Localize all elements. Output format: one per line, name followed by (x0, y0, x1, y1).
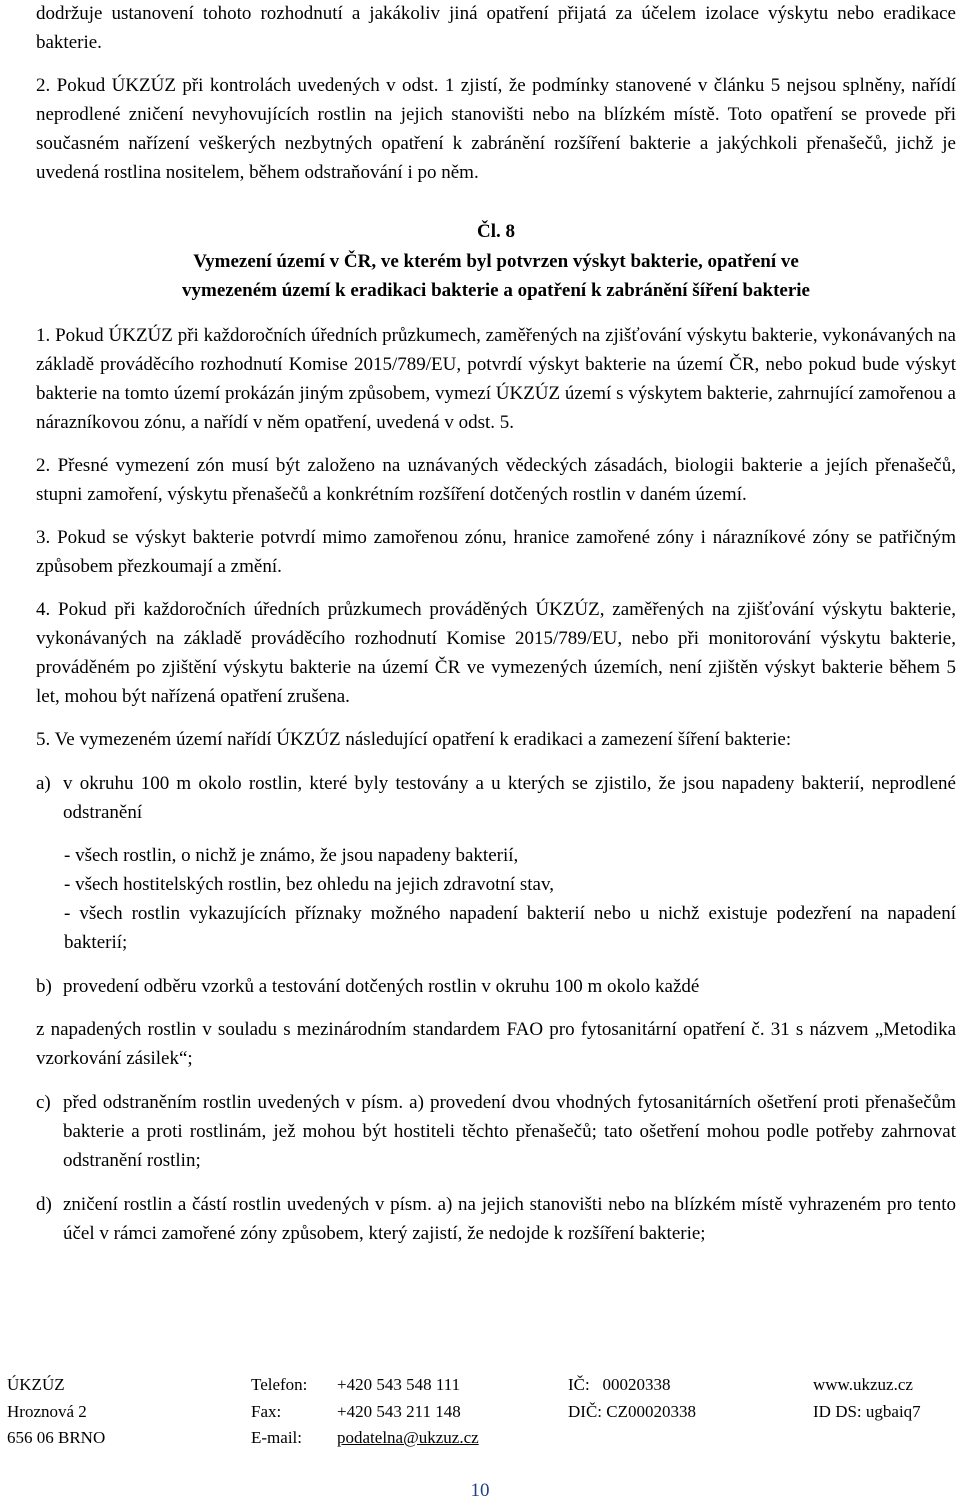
footer-web-link[interactable]: www.ukzuz.cz (813, 1375, 913, 1394)
paragraph-4: 4. Pokud při každoročních úředních průzkumech prováděných ÚKZÚZ, zaměřených na zjišťování výskytu bakterie, vykonávaných na základě prováděcího rozhodnutí Komise 2015/789/EU, nebo při monitorování výskytu bakterie, prováděném po zjištění výskytu bakterie na území ČR ve vymezených územích, není zjištěn výskyt bakterie během 5 let, mohou být nařízená opatření zrušena. (36, 598, 956, 707)
footer-email-label: E-mail: (251, 1428, 302, 1447)
intro-text: dodržuje ustanovení tohoto rozhodnutí a jakákoliv jiná opatření přijatá za účelem izolace výskytu nebo eradikace bakterie. (36, 3, 956, 53)
footer-email-link[interactable]: podatelna@ukzuz.cz (337, 1428, 479, 1447)
footer-city: 656 06 BRNO (7, 1428, 106, 1447)
list-item-a (36, 769, 956, 827)
list-item-d-text: zničení rostlin a částí rostlin uvedených v písm. a) na jejich stanovišti nebo na blízkém místě vyhrazeném pro tento účel v rámci zamořené zóny způsobem, který zajistí, že nedojde k rozšíření bakterie; (63, 1193, 956, 1244)
dash-item (64, 870, 956, 899)
dash-item (64, 841, 956, 870)
dash-item-text: - všech rostlin, o nichž je známo, že jsou napadeny bakterií, (64, 844, 519, 866)
page-number: 10 (470, 1480, 490, 1501)
dash-item-text: - všech rostlin vykazujících příznaky možného napadení bakterií nebo u nichž existuje podezření na napadení bakterií; (64, 902, 956, 953)
footer-phone-label: Telefon: (251, 1375, 308, 1394)
footer-phone: +420 543 548 111 (337, 1375, 461, 1394)
footer-org: ÚKZÚZ (7, 1375, 65, 1394)
footer-fax-label: Fax: (251, 1401, 282, 1421)
list-item-b-text: provedení odběru vzorků a testování dotčených rostlin v okruhu 100 m okolo každé (63, 975, 700, 997)
intro-paragraph-2: 2. Pokud ÚKZÚZ při kontrolách uvedených v odst. 1 zjistí, že podmínky stanovené v článku 5 nejsou splněny, nařídí neprodlené zničení nevyhovujících rostlin na jejich stanovišti nebo na blízkém místě. Toto opatření se provede při současném nařízení veškerých nezbytných opatření k zabránění rozšíření bakterie a jakýchkoli přenašečů, jichž je uvedená rostlina nositelem, během odstraňování i po něm. (36, 75, 956, 183)
paragraph-3: 3. Pokud se výskyt bakterie potvrdí mimo zamořenou zónu, hranice zamořené zóny i nárazníkové zóny se patřičným způsobem přezkoumají a změní. (36, 526, 956, 577)
footer-dic: DIČ: CZ00020338 (568, 1401, 696, 1421)
dash-item-text: - všech hostitelských rostlin, bez ohledu na jejich zdravotní stav, (64, 873, 555, 895)
dash-item (64, 899, 956, 957)
footer-contact-labels (251, 1372, 307, 1452)
list-item-c (36, 1088, 956, 1175)
footer-ic: IČ: 00020338 (568, 1375, 671, 1394)
footer-street: Hroznová 2 (7, 1401, 87, 1421)
list-item-a-mark: a) (36, 772, 51, 794)
list-item-d (36, 1190, 956, 1248)
footer-address (7, 1372, 105, 1452)
article-number: Čl. 8 (477, 221, 515, 242)
footer-fax: +420 543 211 148 (337, 1401, 461, 1421)
dash-list (36, 841, 956, 957)
list-item-b-mark: b) (36, 975, 52, 997)
paragraph-1: 1. Pokud ÚKZÚZ při každoročních úředních průzkumech, zaměřených na zjišťování výskytu bakterie, vykonávaných na základě prováděcího rozhodnutí Komise 2015/789/EU, potvrdí výskyt bakterie na území ČR, nebo pokud bude výskyt bakterie na tomto území prokázán jiným způsobem, vymezí ÚKZÚZ území s výskytem bakterie, zahrnující zamořenou a nárazníkovou zónu, a nařídí v něm opatření, uvedená v odst. 5. (36, 324, 956, 433)
article-heading (36, 217, 956, 306)
list-item-c-text: před odstraněním rostlin uvedených v písm. a) provedení dvou vhodných fytosanitárních ošetření proti přenašečům bakterie a proti rostlinám, jež mohou být hostiteli těchto přenašečů; tato ošetření mohou podle potřeby zahrnovat odstranění rostlin; (63, 1091, 956, 1171)
list-item-a-text: v okruhu 100 m okolo rostlin, které byly testovány a u kterých se zjistilo, že jsou napadeny bakterií, neprodlené odstranění (63, 772, 956, 823)
article-title-line-1: Vymezení území v ČR, ve kterém byl potvrzen výskyt bakterie, opatření ve (193, 250, 799, 272)
footer-data-box: ID DS: ugbaiq7 (813, 1401, 921, 1421)
document-body (36, 0, 956, 1248)
article-title-line-2: vymezeném území k eradikaci bakterie a opatření k zabránění šíření bakterie (182, 280, 810, 301)
list-item-b (36, 972, 956, 1001)
paragraph-5: 5. Ve vymezeném území nařídí ÚKZÚZ následující opatření k eradikaci a zamezení šíření bakterie: (36, 728, 792, 750)
footer-web (813, 1372, 921, 1425)
list-item-c-mark: c) (36, 1091, 51, 1113)
footer-contact-values (337, 1372, 479, 1452)
footer-ids (568, 1372, 696, 1425)
list-item-b-continuation: z napadených rostlin v souladu s mezinárodním standardem FAO pro fytosanitární opatření č. 31 s názvem „Metodika vzorkování zásilek“; (36, 1018, 956, 1069)
paragraph-2: 2. Přesné vymezení zón musí být založeno na uznávaných vědeckých zásadách, biologii bakterie a jejích přenašečů, stupni zamoření, výskytu přenašečů a konkrétním rozšíření dotčených rostlin v daném území. (36, 454, 956, 505)
list-item-d-mark: d) (36, 1193, 52, 1215)
